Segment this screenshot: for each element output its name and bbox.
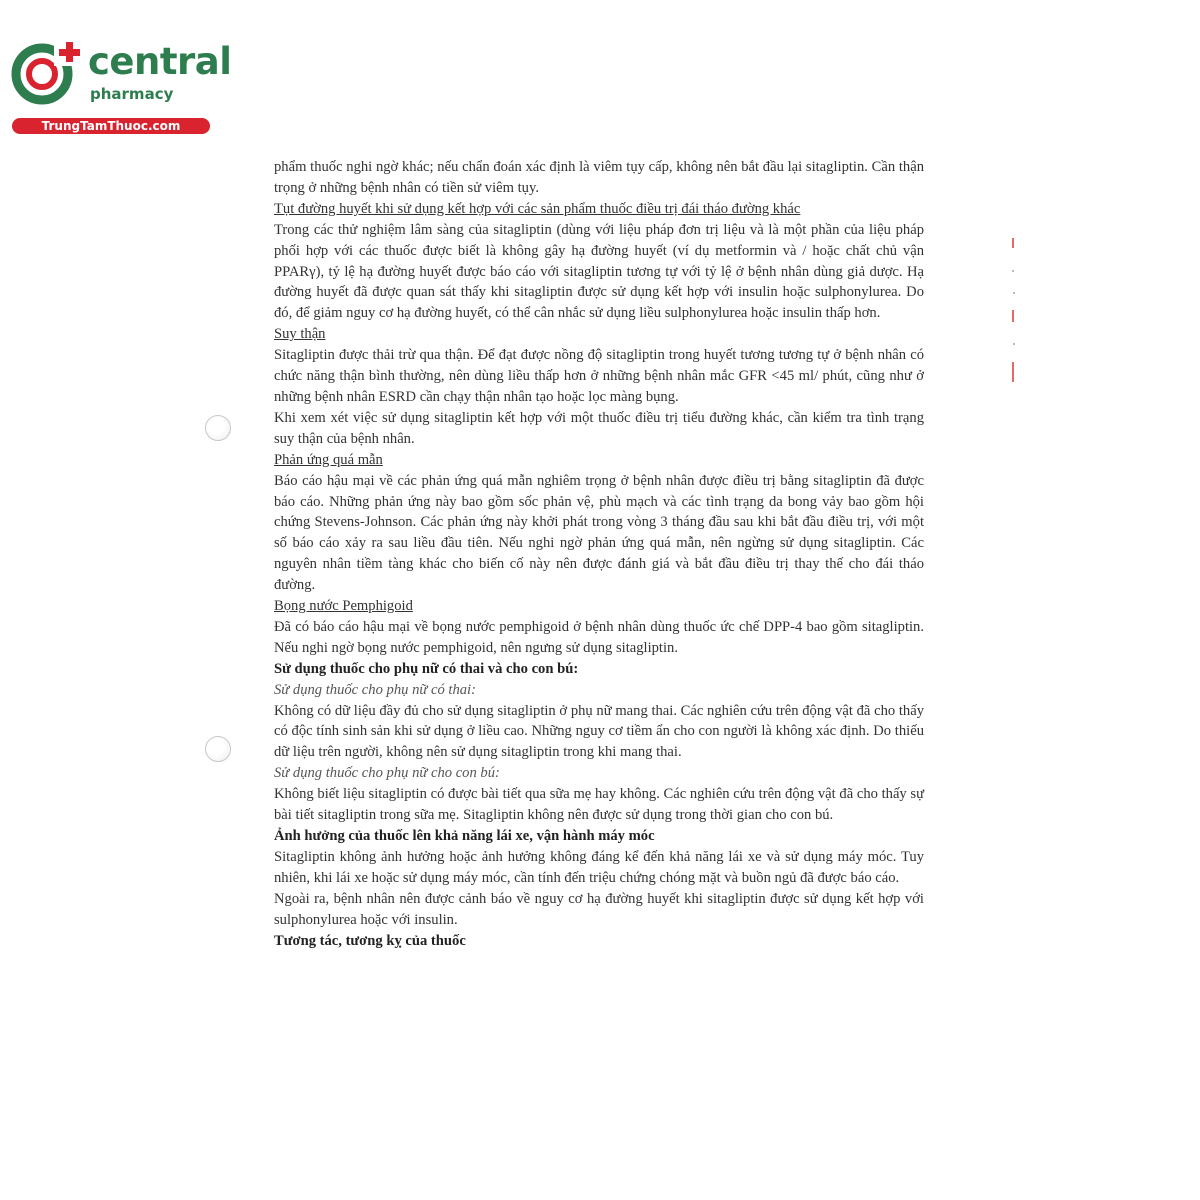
central-pharmacy-logo [10,38,232,138]
text-paragraph: Sitagliptin không ảnh hưởng hoặc ảnh hưởng không đáng kể đến khả năng lái xe và sử dụng máy móc. Tuy nhiên, khi lái xe hoặc sử dụng máy móc, cần tính đến triệu chứng chóng mặt và buồn ngủ đã được báo cáo. [274,848,924,886]
section-heading-driving: Ảnh hưởng của thuốc lên khả năng lái xe, vận hành máy móc [274,828,655,844]
text-paragraph: Không có dữ liệu đầy đủ cho sử dụng sitagliptin ở phụ nữ mang thai. Các nghiên cứu trên động vật đã cho thấy có độc tính sinh sản khi sử dụng ở liều cao. Những nguy cơ tiềm ẩn cho con người là không xác định. Do thiếu dữ liệu trên người, không nên sử dụng sitagliptin trong khi mang thai. [274,702,924,761]
text-paragraph: Báo cáo hậu mại về các phản ứng quá mẫn nghiêm trọng ở bệnh nhân được điều trị bằng sitagliptin đã được báo cáo. Những phản ứng này bao gồm sốc phản vệ, phù mạch và các tình trạng da bong vảy bao gồm hội chứng Stevens-Johnson. Các phản ứng này khởi phát trong vòng 3 tháng đầu sau khi bắt đầu điều trị, với một số báo cáo xảy ra sau liều đầu tiên. Nếu nghi ngờ phản ứng quá mẫn, nên ngừng sử dụng sitagliptin. Các nguyên nhân tiềm tàng khác cho biến cố này nên được đánh giá và bắt đầu điều trị thay thế cho đái tháo đường. [274,472,924,594]
logo-brand-text: central [88,40,232,83]
section-heading-hypersensitivity: Phản ứng quá mẫn [274,451,383,468]
text-paragraph: Trong các thử nghiệm lâm sàng của sitagliptin (dùng với liệu pháp đơn trị liệu và là một phần của liệu pháp phối hợp với các thuốc được biết là không gây hạ đường huyết (ví dụ metformin và / hoặc chất chủ vận PPARγ), tỷ lệ hạ đường huyết được báo cáo với sitagliptin tương tự với tỷ lệ ở bệnh nhân dùng giả dược. Hạ đường huyết đã được quan sát thấy khi sitagliptin được sử dụng kết hợp với insulin hoặc sulphonylurea. Do đó, để giảm nguy cơ hạ đường huyết, có thể cân nhắc sử dụng liều sulphonylurea hoặc insulin thấp hơn. [274,221,924,322]
section-heading-renal: Suy thận [274,326,326,343]
section-heading-pemphigoid: Bọng nước Pemphigoid [274,598,413,615]
logo-url-badge: TrungTamThuoc.com [12,118,210,134]
section-heading-pregnancy: Sử dụng thuốc cho phụ nữ có thai và cho con bú: [274,660,579,677]
logo-sub-text: pharmacy [90,85,174,103]
text-paragraph: Khi xem xét việc sử dụng sitagliptin kết hợp với một thuốc điều trị tiểu đường khác, cần kiểm tra tình trạng suy thận của bệnh nhân. [274,409,924,447]
text-paragraph: Đã có báo cáo hậu mại về bọng nước pemphigoid ở bệnh nhân dùng thuốc ức chế DPP-4 bao gồm sitagliptin. Nếu nghi ngờ bọng nước pemphigoid, nên ngưng sử dụng sitagliptin. [274,618,924,656]
subheading-lactation: Sử dụng thuốc cho phụ nữ cho con bú: [274,765,500,782]
margin-marks [1010,238,1018,388]
section-heading-hypoglycemia: Tụt đường huyết khi sử dụng kết hợp với các sản phẩm thuốc điều trị đái tháo đường khác [274,200,801,217]
section-heading-interactions: Tương tác, tương kỵ của thuốc [274,932,466,949]
text-paragraph: Không biết liệu sitagliptin có được bài tiết qua sữa mẹ hay không. Các nghiên cứu trên động vật đã cho thấy sự bài tiết sitagliptin trong sữa mẹ. Sitagliptin không nên được sử dụng trong thời gian cho con bú. [274,786,924,824]
text-paragraph: Sitagliptin được thải trừ qua thận. Để đạt được nồng độ sitagliptin trong huyết tương tương tự ở bệnh nhân có chức năng thận bình thường, nên dùng liều thấp hơn ở những bệnh nhân mắc GFR <45 ml/ phút, cũng như ở những bệnh nhân ESRD cần chạy thận nhân tạo hoặc lọc màng bụng. [274,347,924,405]
subheading-pregnancy: Sử dụng thuốc cho phụ nữ có thai: [274,681,476,698]
document-body [274,157,924,951]
punch-hole-top [205,415,231,441]
punch-hole-bottom [205,736,231,762]
text-paragraph: phẩm thuốc nghi ngờ khác; nếu chẩn đoán xác định là viêm tụy cấp, không nên bắt đầu lại sitagliptin. Cần thận trọng ở những bệnh nhân có tiền sử viêm tụy. [274,159,924,196]
logo-mark-icon [10,38,90,108]
text-paragraph: Ngoài ra, bệnh nhân nên được cảnh báo về nguy cơ hạ đường huyết khi sitagliptin được sử dụng kết hợp với sulphonylurea hoặc với insulin. [274,890,924,928]
